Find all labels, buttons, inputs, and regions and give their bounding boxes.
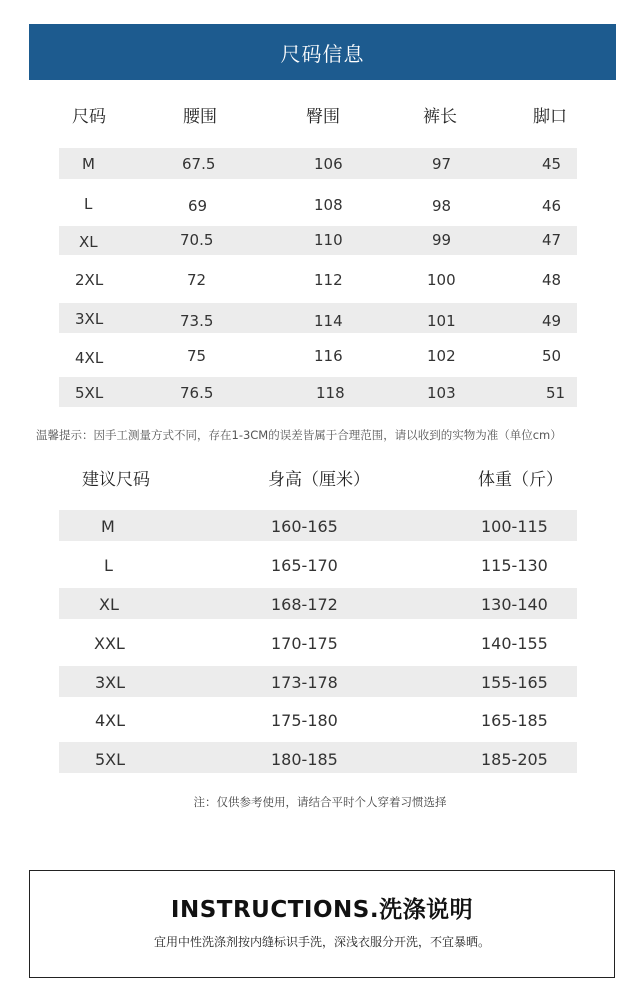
height-header: 身高（厘米） <box>268 470 370 490</box>
table-cell: 185-205 <box>481 750 548 769</box>
table-cell: 4XL <box>95 711 126 730</box>
table-cell: 102 <box>427 347 456 365</box>
table-cell: 45 <box>542 155 562 173</box>
measurement-note: 温馨提示：因手工测量方式不同，存在1-3CM的误差皆属于合理范围，请以收到的实物为准（单位cm） <box>36 428 562 442</box>
table-cell: 180-185 <box>271 750 338 769</box>
table-cell: 160-165 <box>271 517 338 536</box>
table-cell: 51 <box>546 384 566 402</box>
table-cell: 75 <box>187 347 207 365</box>
length-header: 裤长 <box>423 107 457 127</box>
table-cell: L <box>84 195 93 213</box>
table-cell: M <box>101 517 115 536</box>
table-cell: 72 <box>187 271 207 289</box>
table-cell: 73.5 <box>180 312 214 330</box>
table-cell: XXL <box>94 634 125 653</box>
table-cell: 4XL <box>75 349 104 367</box>
reference-note: 注：仅供参考使用，请结合平时个人穿着习惯选择 <box>193 795 447 809</box>
table-cell: 118 <box>316 384 345 402</box>
table-cell: 106 <box>314 155 343 173</box>
size-info-banner <box>29 24 616 80</box>
table-cell: 116 <box>314 347 343 365</box>
table-cell: 155-165 <box>481 673 548 692</box>
table-cell: XL <box>99 595 119 614</box>
table-cell: 2XL <box>75 271 104 289</box>
table-cell: 50 <box>542 347 562 365</box>
table-cell: 115-130 <box>481 556 548 575</box>
instructions-text: 宜用中性洗涤剂按内缝标识手洗，深浅衣服分开洗，不宜暴晒。 <box>153 935 490 949</box>
table-cell: 168-172 <box>271 595 338 614</box>
table-cell: 130-140 <box>481 595 548 614</box>
table-cell: 175-180 <box>271 711 338 730</box>
table-cell: 67.5 <box>182 155 216 173</box>
table-cell: 110 <box>314 231 343 249</box>
table-cell: 100 <box>427 271 456 289</box>
table-cell: 76.5 <box>180 384 214 402</box>
table-cell: 165-185 <box>481 711 548 730</box>
instructions-title: INSTRUCTIONS.洗涤说明 <box>170 897 474 923</box>
banner-title: 尺码信息 <box>280 41 365 66</box>
table-cell: 112 <box>314 271 343 289</box>
table-cell: 3XL <box>95 673 126 692</box>
table-cell: 103 <box>427 384 456 402</box>
table-cell: 99 <box>432 231 452 249</box>
table-cell: 3XL <box>75 310 104 328</box>
instructions-box <box>29 870 615 978</box>
table-cell: 97 <box>432 155 452 173</box>
table-cell: 70.5 <box>180 231 214 249</box>
table-cell: 101 <box>427 312 456 330</box>
table-cell: 5XL <box>75 384 104 402</box>
table-cell: 47 <box>542 231 562 249</box>
table-cell: 5XL <box>95 750 126 769</box>
table-cell: 108 <box>314 196 343 214</box>
table-cell: 114 <box>314 312 343 330</box>
table-cell: 170-175 <box>271 634 338 653</box>
table-cell: XL <box>79 233 98 251</box>
table-cell: 100-115 <box>481 517 548 536</box>
table-cell: 49 <box>542 312 562 330</box>
table-cell: 165-170 <box>271 556 338 575</box>
waist-header: 腰围 <box>183 107 217 127</box>
hem-header: 脚口 <box>533 107 567 127</box>
hip-header: 臀围 <box>306 107 340 127</box>
suggested-size-header: 建议尺码 <box>82 470 150 490</box>
table-cell: 46 <box>542 197 562 215</box>
table-cell: 173-178 <box>271 673 338 692</box>
table-cell: 69 <box>188 197 208 215</box>
table-cell: L <box>104 556 113 575</box>
table-cell: M <box>82 155 95 173</box>
table-cell: 98 <box>432 197 452 215</box>
size-header: 尺码 <box>72 107 106 127</box>
weight-header: 体重（斤） <box>478 470 563 490</box>
table-cell: 140-155 <box>481 634 548 653</box>
table-cell: 48 <box>542 271 562 289</box>
